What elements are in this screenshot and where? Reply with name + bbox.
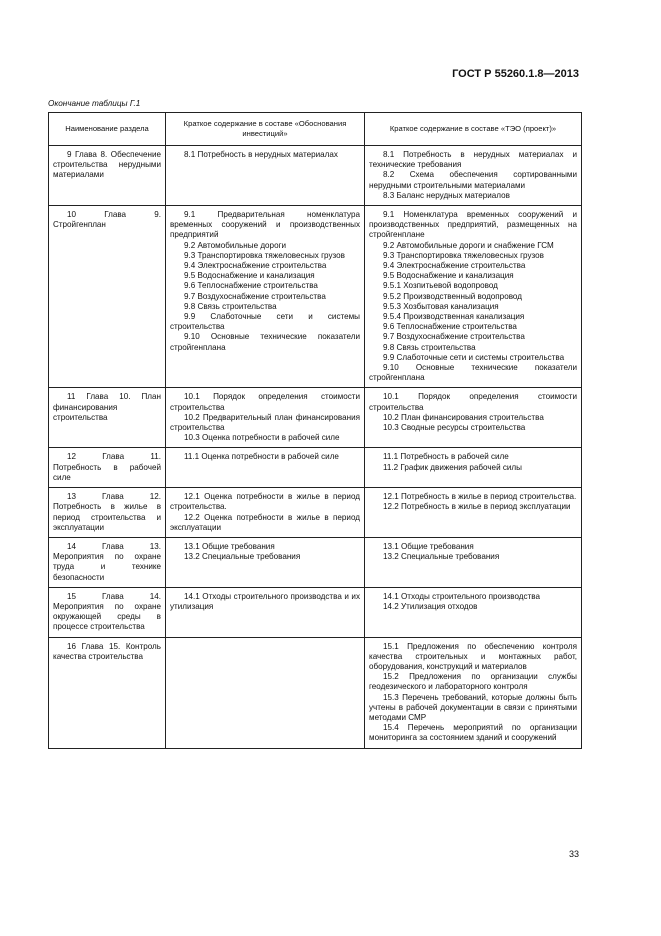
section-name-cell	[49, 388, 166, 448]
cell-line: 9.8 Связь строительства	[184, 301, 277, 311]
investment-cell	[166, 537, 365, 587]
cell-line: 9.2 Автомобильные дороги	[184, 240, 287, 250]
cell-line: 15.3 Перечень требований, которые должны быть учтены в рабочей документации в связи с принятыми методами СМР	[369, 692, 577, 722]
section-name-cell	[49, 146, 166, 206]
section-name-cell	[49, 537, 166, 587]
cell-line: 9.5.1 Хозпитьевой водопровод	[383, 281, 498, 291]
cell-line: 15.2 Предложения по организации службы геодезического и лабораторного контроля	[369, 672, 577, 692]
column-header-section-name: Наименование раздела	[49, 113, 166, 146]
cell-line: 9.7 Воздухоснабжение строительства	[184, 291, 326, 301]
cell-line: 15.1 Предложения по обеспечению контроля качества строительных и монтажных работ, оборудования, конструкций и материалов	[369, 641, 577, 671]
cell-line: 11.1 Потребность в рабочей силе	[383, 452, 509, 462]
cell-line: 8.1 Потребность в нерудных материалах и технические требования	[369, 150, 577, 170]
cell-line: 9.2 Автомобильные дороги и снабжение ГСМ	[383, 240, 554, 250]
cell-line: 9.4 Электроснабжение строительства	[383, 261, 526, 271]
cell-line: 11.1 Оценка потребности в рабочей силе	[184, 452, 339, 462]
cell-line: 9.1 Предварительная номенклатура временных сооружений и производственных предприятий	[170, 210, 360, 240]
cell-line: 9.5.2 Производственный водопровод	[383, 291, 522, 301]
feasibility-cell	[365, 537, 582, 587]
investment-cell	[166, 448, 365, 488]
feasibility-cell	[365, 206, 582, 388]
feasibility-cell	[365, 146, 582, 206]
investment-cell	[166, 388, 365, 448]
section-name-cell	[49, 488, 166, 538]
cell-line: 8.1 Потребность в нерудных материалах	[184, 150, 338, 159]
cell-line: 14 Глава 13. Мероприятия по охране труда и технике безопасности	[53, 541, 161, 582]
investment-cell	[166, 206, 365, 388]
cell-line: 8.2 Схема обеспечения сортированными нерудными строительными материалами	[369, 170, 577, 190]
column-header-investment-justification: Краткое содержание в составе «Обоснования инвестиций»	[166, 113, 365, 146]
cell-line: 14.2 Утилизация отходов	[383, 601, 478, 611]
table-row	[49, 488, 582, 538]
cell-line: 9.4 Электроснабжение строительства	[184, 261, 327, 271]
cell-line: 15 Глава 14. Мероприятия по охране окружающей среды в процессе строительства	[53, 591, 161, 632]
cell-line: 9.9 Слаботочные сети и системы строительства	[170, 312, 360, 332]
cell-line: 12 Глава 11. Потребность в рабочей силе	[53, 452, 161, 482]
cell-line: 10.1 Порядок определения стоимости строительства	[170, 392, 360, 412]
cell-line: 9.9 Слаботочные сети и системы строительства	[383, 352, 565, 362]
cell-line: 9.10 Основные технические показатели стройгенплана	[369, 363, 577, 383]
column-header-feasibility-study: Краткое содержание в составе «ТЭО (проект)»	[365, 113, 582, 146]
requirements-table	[48, 112, 582, 749]
feasibility-cell	[365, 587, 582, 637]
cell-line: 9.3 Транспортировка тяжеловесных грузов	[184, 250, 345, 260]
cell-line: 12.2 Оценка потребности в жилье в период эксплуатации	[170, 512, 360, 532]
cell-line: 13.1 Общие требования	[383, 541, 474, 551]
section-name-cell	[49, 587, 166, 637]
table-row	[49, 587, 582, 637]
table-row	[49, 388, 582, 448]
cell-line: 9.7 Воздухоснабжение строительства	[383, 332, 525, 342]
cell-line: 12.1 Потребность в жилье в период строительства.	[383, 492, 577, 502]
cell-line: 10.1 Порядок определения стоимости строительства	[369, 392, 577, 412]
cell-line: 16 Глава 15. Контроль качества строительства	[53, 641, 161, 661]
cell-line: 10.3 Сводные ресурсы строительства	[383, 423, 526, 433]
cell-line: 12.1 Оценка потребности в жилье в период строительства.	[170, 492, 360, 512]
cell-line: 11.2 График движения рабочей силы	[383, 462, 522, 472]
section-name-cell	[49, 206, 166, 388]
table-row	[49, 448, 582, 488]
investment-cell	[166, 637, 365, 748]
investment-cell	[166, 587, 365, 637]
cell-line: 13.2 Специальные требования	[184, 552, 301, 562]
cell-line: 10.3 Оценка потребности в рабочей силе	[184, 433, 340, 443]
cell-line: 9.1 Номенклатура временных сооружений и производственных предприятий, размещенных на стройгенплане	[369, 210, 577, 240]
investment-cell	[166, 146, 365, 206]
feasibility-cell	[365, 637, 582, 748]
cell-line: 9.5.4 Производственная канализация	[383, 312, 525, 322]
cell-line: 9.10 Основные технические показатели стройгенплана	[170, 332, 360, 352]
cell-line: 9.6 Теплоснабжение строительства	[383, 322, 517, 332]
cell-line: 14.1 Отходы строительного производства	[383, 591, 540, 601]
standard-designation: ГОСТ Р 55260.1.8—2013	[452, 68, 579, 80]
cell-line: 9.5 Водоснабжение и канализация	[383, 271, 514, 281]
table-row	[49, 206, 582, 388]
cell-line: 9 Глава 8. Обеспечение строительства нерудными материалами	[53, 150, 161, 180]
cell-line: 9.5 Водоснабжение и канализация	[184, 271, 315, 281]
page-number: 33	[568, 849, 579, 859]
feasibility-cell	[365, 388, 582, 448]
section-name-cell	[49, 448, 166, 488]
cell-line: 9.5.3 Хозбытовая канализация	[383, 301, 499, 311]
cell-line: 12.2 Потребность в жилье в период эксплуатации	[383, 502, 571, 512]
cell-line: 10.2 Предварительный план финансирования строительства	[170, 412, 360, 433]
table-row	[49, 146, 582, 206]
investment-cell	[166, 488, 365, 538]
section-name-cell	[49, 637, 166, 748]
cell-line: 10.2 План финансирования строительства	[383, 412, 544, 422]
cell-line: 13.2 Специальные требования	[383, 552, 500, 562]
table-row	[49, 637, 582, 748]
cell-line: 10 Глава 9. Стройгенплан	[53, 210, 161, 230]
table-row	[49, 537, 582, 587]
cell-line: 13 Глава 12. Потребность в жилье в период строительства и эксплуатации	[53, 492, 161, 532]
feasibility-cell	[365, 448, 582, 488]
cell-line: 11 Глава 10. План финансирования строительства	[53, 392, 161, 422]
table-header-row	[49, 113, 582, 146]
cell-line: 9.8 Связь строительства	[383, 342, 476, 352]
table-caption: Окончание таблицы Г.1	[48, 99, 141, 108]
feasibility-cell	[365, 488, 582, 538]
cell-line: 9.6 Теплоснабжение строительства	[184, 281, 318, 291]
cell-line: 8.3 Баланс нерудных материалов	[383, 190, 510, 200]
cell-line: 13.1 Общие требования	[184, 541, 275, 551]
cell-line: 9.3 Транспортировка тяжеловесных грузов	[383, 250, 544, 260]
cell-line: 14.1 Отходы строительного производства и их утилизация	[170, 591, 360, 611]
cell-line: 15.4 Перечень мероприятий по организации мониторинга за состоянием зданий и сооружений	[369, 723, 577, 743]
